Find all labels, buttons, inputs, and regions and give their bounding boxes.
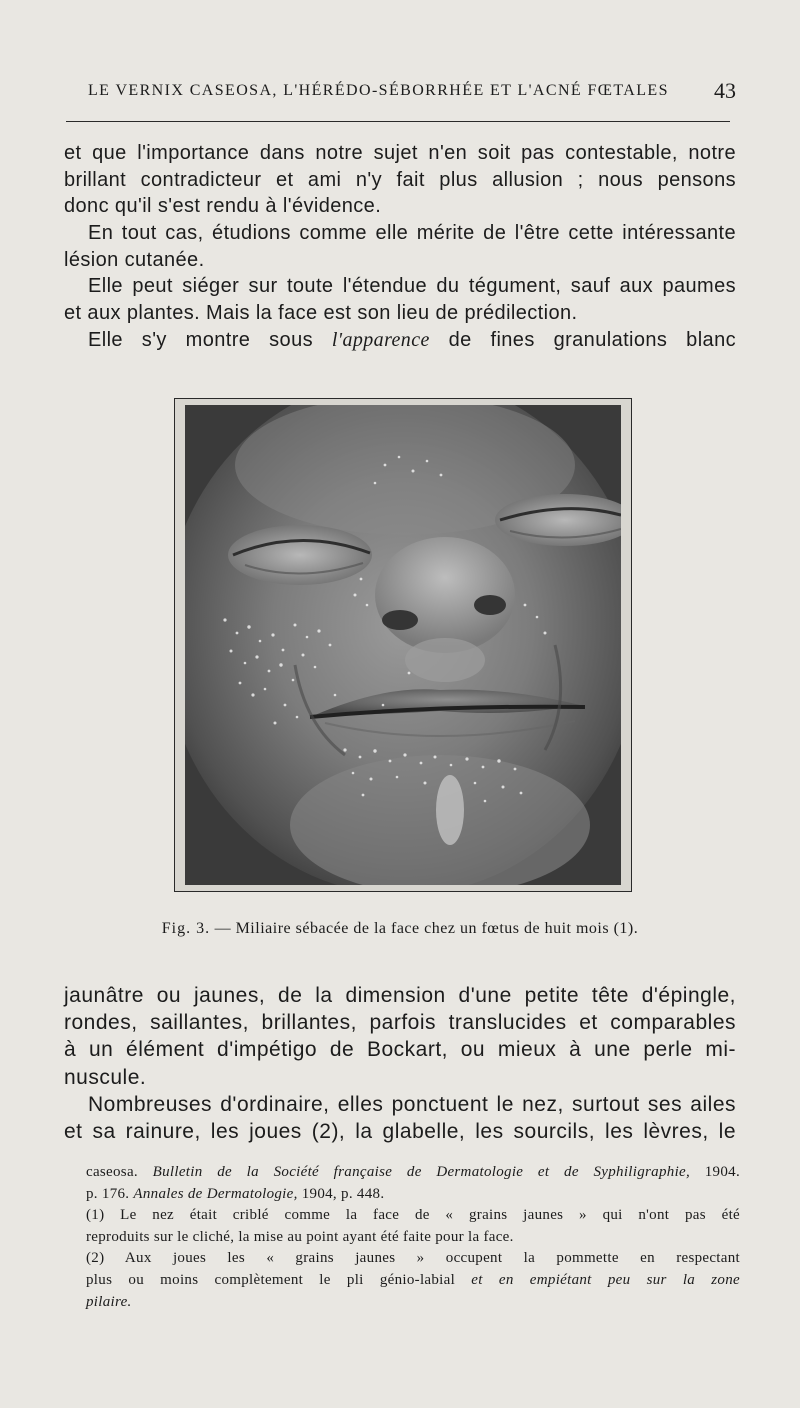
body-text-bottom: [64, 982, 736, 1145]
text-run: caseosa.: [86, 1164, 153, 1180]
text-line-with-italic: [64, 327, 736, 354]
footnote-2-end: pilaire.: [86, 1293, 132, 1310]
text-line: donc qu'il s'est rendu à l'évidence.: [64, 195, 382, 218]
text-line: jaunâtre ou jaunes, de la dimension d'une petite tête d'épingle,: [64, 984, 736, 1007]
figure-caption-text: — Miliaire sébacée de la face chez un fœtus de huit mois (1).: [214, 920, 639, 937]
italic-run: et en empiétant peu sur la zone: [471, 1271, 740, 1288]
text-run: p. 176.: [86, 1185, 134, 1202]
text-line: Elle peut siéger sur toute l'étendue du tégument, sauf aux paumes: [88, 275, 736, 298]
figure-frame: [174, 398, 632, 892]
footnote-1: (1) Le nez était criblé comme la face de « grains jaunes » qui n'ont pas été: [86, 1207, 740, 1224]
italic-run: Bulletin de la Société française de Dermatologie et de Syphiligraphie,: [152, 1164, 691, 1180]
text-line: et que l'importance dans notre sujet n'en soit pas contestable, notre: [64, 142, 736, 164]
text-line: rondes, saillantes, brillantes, parfois translucides et comparables: [64, 1011, 736, 1035]
italic-word: l'apparence: [331, 328, 430, 351]
footnote-1-continued: reproduits sur le cliché, la mise au point ayant été faite pour la face.: [86, 1228, 514, 1245]
footnote-2-continued: [86, 1270, 740, 1292]
footnote-2: (2) Aux joues les « grains jaunes » occupent la pommette en respectant: [86, 1250, 740, 1267]
footnote-line: [86, 1162, 740, 1184]
header-rule: [66, 121, 730, 122]
italic-run: Annales de Dermatologie,: [133, 1185, 298, 1202]
text-run: 1904.: [690, 1164, 740, 1180]
text-run: Elle s'y montre sous: [88, 328, 332, 351]
text-line: Nombreuses d'ordinaire, elles ponctuent le nez, surtout ses ailes: [88, 1092, 736, 1116]
text-run: plus ou moins complètement le pli génio-labial: [86, 1271, 472, 1288]
text-line: lésion cutanée.: [64, 248, 205, 271]
text-run: 1904, p. 448.: [297, 1185, 385, 1202]
text-line: et sa rainure, les joues (2), la glabelle, les sourcils, les lèvres, le: [64, 1119, 736, 1143]
footnotes: [86, 1162, 740, 1313]
figure-caption: [0, 920, 800, 938]
text-line: à un élément d'impétigo de Bockart, ou mieux à une perle mi-: [64, 1038, 736, 1062]
figure-label: Fig. 3.: [161, 920, 211, 937]
text-run: de fines granulations blanc: [429, 328, 736, 351]
text-line: nuscule.: [64, 1065, 147, 1089]
footnote-line: [86, 1184, 740, 1206]
text-line: brillant contradicteur et ami n'y fait plus allusion ; nous pensons: [64, 168, 736, 191]
text-line: et aux plantes. Mais la face est son lieu de prédilection.: [64, 302, 578, 325]
running-title: LE VERNIX CASEOSA, L'HÉRÉDO-SÉBORRHÉE ET L'ACNÉ FŒTALES: [88, 82, 669, 99]
infant-face-photograph: [185, 405, 621, 885]
page-number: 43: [714, 78, 736, 103]
text-line: En tout cas, étudions comme elle mérite de l'être cette intéressante: [88, 222, 736, 245]
body-text-top: [64, 140, 736, 354]
running-head: [88, 78, 736, 104]
